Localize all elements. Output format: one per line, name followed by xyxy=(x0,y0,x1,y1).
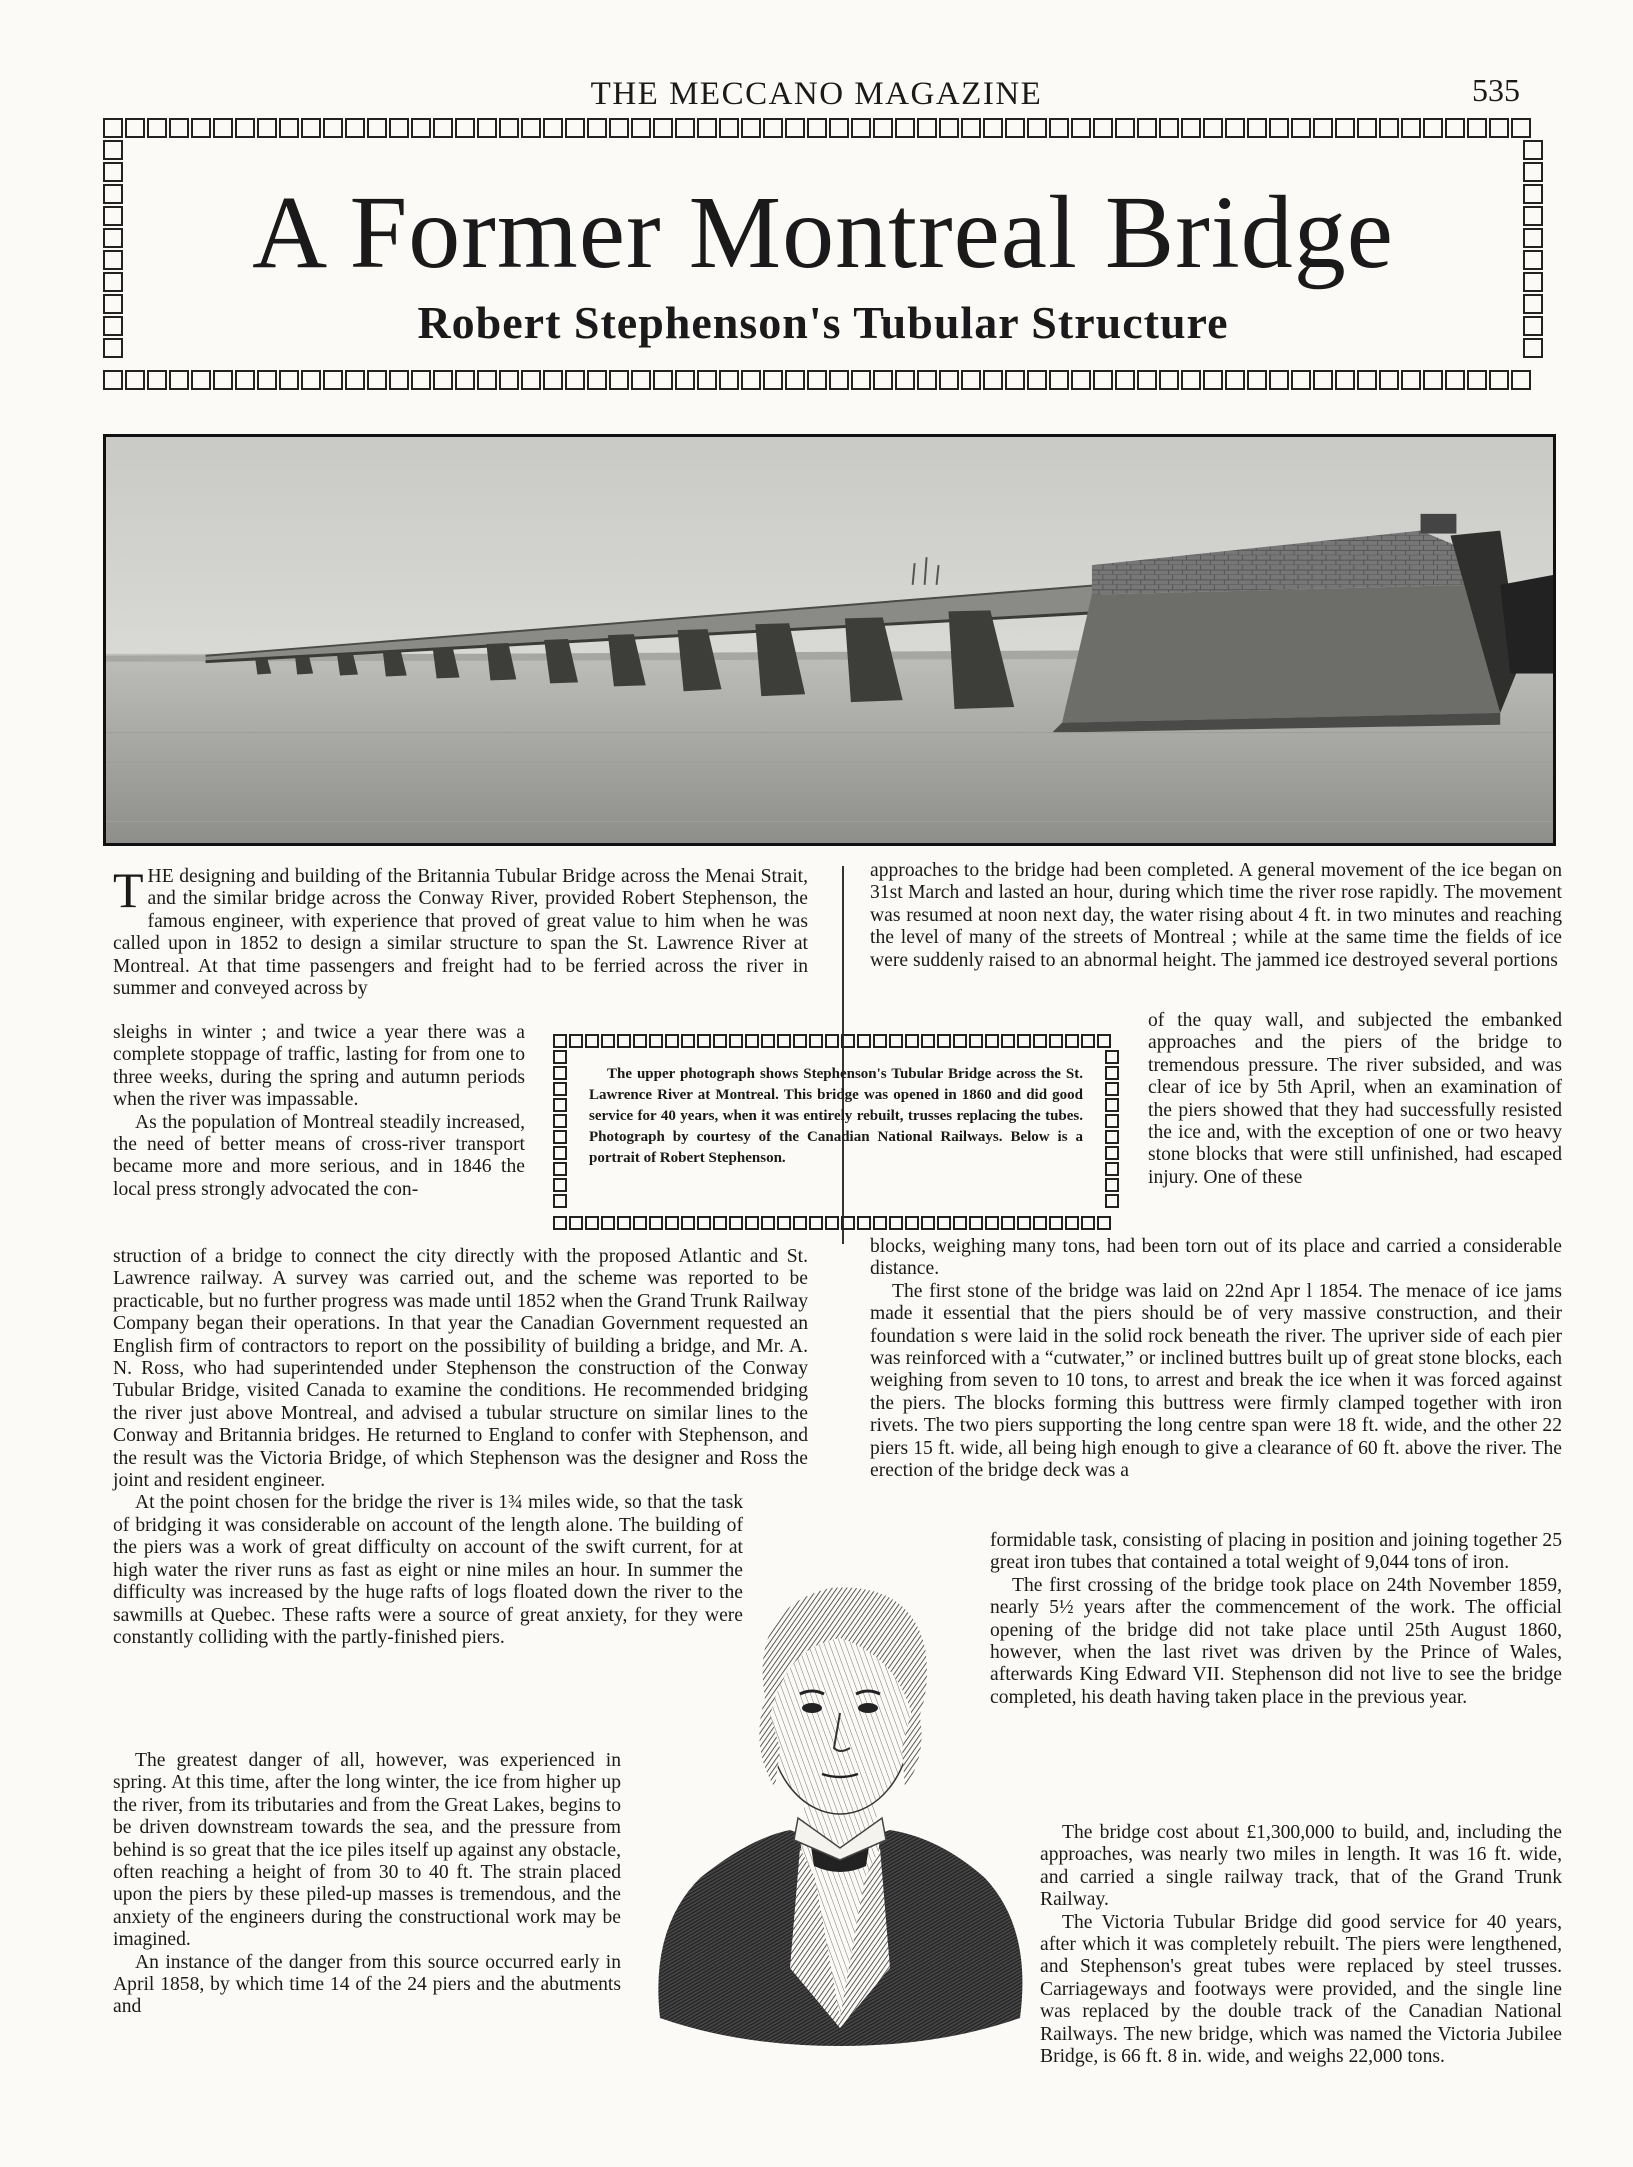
page-number: 535 xyxy=(1472,72,1520,108)
bridge-photograph xyxy=(103,434,1556,846)
magazine-title: THE MECCANO MAGAZINE xyxy=(590,76,1043,112)
paragraph-opening: THE designing and building of the Britannia Tubular Bridge across the Menai Strait, and the similar bridge across the Conway River, provided Robert Stephenson, the famous engineer, with experience that proved of great value to him when he was called upon in 1852 to design a similar structure to span the St. Lawrence River at Montreal. At that time passengers and freight had to be ferried across the river in summer and conveyed across by xyxy=(113,862,808,1000)
right-column-bottom xyxy=(1040,1822,1562,2068)
right-column-narrow xyxy=(1148,1010,1562,1189)
paragraph-text: of the quay wall, and subjected the embanked approaches and the piers of the bridge to tremendous pressure. The river subsided, and was clear of ice by 5th April, when an examination of the piers showed that they had successfully resisted the ice and, with the exception of one or two heavy stone blocks that were still unfinished, had escaped injury. One of these xyxy=(1148,1010,1562,1188)
paragraph-text: An instance of the danger from this source occurred early in April 1858, by which time 14 of the 24 piers and the abutments and xyxy=(113,1951,621,2018)
paragraph-text: As the population of Montreal steadily increased, the need of better means of cross-river transport became more and more serious, and in 1846 the local press strongly advocated the con- xyxy=(113,1111,525,1200)
paragraph-text: The bridge cost about £1,300,000 to build, and, including the approaches, was nearly two miles in length. It was 16 ft. wide, and carried a single railway track, that of the Grand Trunk Railway. xyxy=(1040,1822,1562,1911)
left-column-bottom xyxy=(113,1750,621,2019)
right-column-mid xyxy=(870,1236,1562,1482)
title-block xyxy=(103,175,1543,349)
stephenson-portrait xyxy=(640,1548,1040,2046)
paragraph-text: The Victoria Tubular Bridge did good service for 40 years, after which it was completely rebuilt. The piers were lengthened, and Stephenson's great tubes were replaced by steel trusses. Carriageways and footways were provided, and the single line was replaced by the double track of the Canadian National Railways. The new bridge, which was named the Victoria Jubilee Bridge, is 66 ft. 8 in. wide, and weighs 22,000 tons. xyxy=(1040,1911,1562,2068)
photo-caption: The upper photograph shows Stephenson's Tubular Bridge across the St. Lawrence River at Montreal. This bridge was opened in 1860 and did good service for 40 years, when it was entirely rebuilt, trusses replacing the tubes. Photograph by courtesy of the Canadian National Railways. Below is a portrait of Robert Stephenson. xyxy=(589,1066,1083,1166)
paragraph-text: approaches to the bridge had been completed. A general movement of the ice began on 31st March and lasted an hour, during which time the river rose rapidly. The movement was resumed at noon next day, the water rising about 4 ft. in two minutes and reaching the level of many of the streets of Montreal ; while at the same time the fields of ice were suddenly raised to an abnormal height. The jammed ice destroyed several portions xyxy=(870,860,1562,971)
paragraph-text: At the point chosen for the bridge the river is 1¾ miles wide, so that the task of bridging it was considerable on account of the length alone. The building of the piers was a work of great difficulty on account of the swift current, for at high water the river runs as fast as eight or nine miles an hour. In summer the difficulty was increased by the huge rafts of logs floated down the river to the sawmills at Quebec. These rafts were a source of great anxiety, for they were constantly colliding with the partly-finished piers. xyxy=(113,1492,743,1648)
paragraph-text: formidable task, consisting of placing in position and joining together 25 great iron tubes that contained a total weight of 9,044 tons of iron. xyxy=(990,1530,1562,1574)
paragraph-text: sleighs in winter ; and twice a year there was a complete stoppage of traffic, lasting for from one to three weeks, during the spring and autumn periods when the river was impassable. xyxy=(113,1022,525,1111)
paragraph-text: struction of a bridge to connect the city directly with the proposed Atlantic and St. Lawrence railway. A survey was carried out, and the scheme was reported to be practicable, but no further progress was made until 1852 when the Grand Trunk Railway Company began their operations. In that year the Canadian Government requested an English firm of contractors to report on the possibility of building a bridge, and Mr. A. N. Ross, who had superintended under Stephenson the construction of the Conway Tubular Bridge, visited Canada to examine the conditions. He recommended bridging the river just above Montreal, and advised a tubular structure on similar lines to the Conway and Britannia bridges. He returned to England to confer with Stephenson, and the result was the Victoria Bridge, of which Stephenson was the designer and Ross the joint and resident engineer. xyxy=(113,1246,808,1492)
running-header xyxy=(0,72,1633,112)
right-column-lower xyxy=(990,1530,1562,1709)
title-box xyxy=(103,118,1543,390)
caption-box xyxy=(553,1034,1119,1230)
article-title: A Former Montreal Bridge xyxy=(252,175,1394,290)
drop-cap: T xyxy=(113,862,144,918)
right-column-top xyxy=(870,860,1562,972)
paragraph-text: blocks, weighing many tons, had been torn out of its place and carried a considerable distance. xyxy=(870,1236,1562,1280)
article-subtitle: Robert Stephenson's Tubular Structure xyxy=(417,297,1229,348)
left-column-top xyxy=(113,862,808,1000)
paragraph-text: The greatest danger of all, however, was experienced in spring. At this time, after the long winter, the ice from higher up the river, from its tributaries and from the Great Lakes, begins to be driven downstream towards the sea, and the pressure from behind is so great that the ice piles itself up against any obstacle, often reaching a height of from 30 to 40 ft. The strain placed upon the piers by these piled-up masses is tremendous, and the anxiety of the engineers during the constructional work may be imagined. xyxy=(113,1750,621,1951)
paragraph-text: The first crossing of the bridge took place on 24th November 1859, nearly 5½ years after the commencement of the work. The official opening of the bridge did not take place until 25th August 1860, however, when the last rivet was driven by the Prince of Wales, afterwards King Edward VII. Stephenson did not live to see the bridge completed, his death having taken place in the previous year. xyxy=(990,1574,1562,1708)
paragraph-text: The first stone of the bridge was laid on 22nd Apr l 1854. The menace of ice jams made it essential that the piers should be of very massive construction, and their foundation s were laid in the solid rock beneath the river. The upriver side of each pier was reinforced with a “cutwater,” or inclined buttres built up of great stone blocks, each weighing from seven to 10 tons, to arrest and break the ice when it was forced against the piers. The blocks forming this buttress were firmly clamped together with iron rivets. The two piers supporting the long centre span were 18 ft. wide, and the other 22 piers 15 ft. wide, all being high enough to give a clearance of 60 ft. above the river. The erection of the bridge deck was a xyxy=(870,1280,1562,1482)
bridge-photo-image xyxy=(106,437,1553,843)
left-column-narrow xyxy=(113,1022,525,1201)
